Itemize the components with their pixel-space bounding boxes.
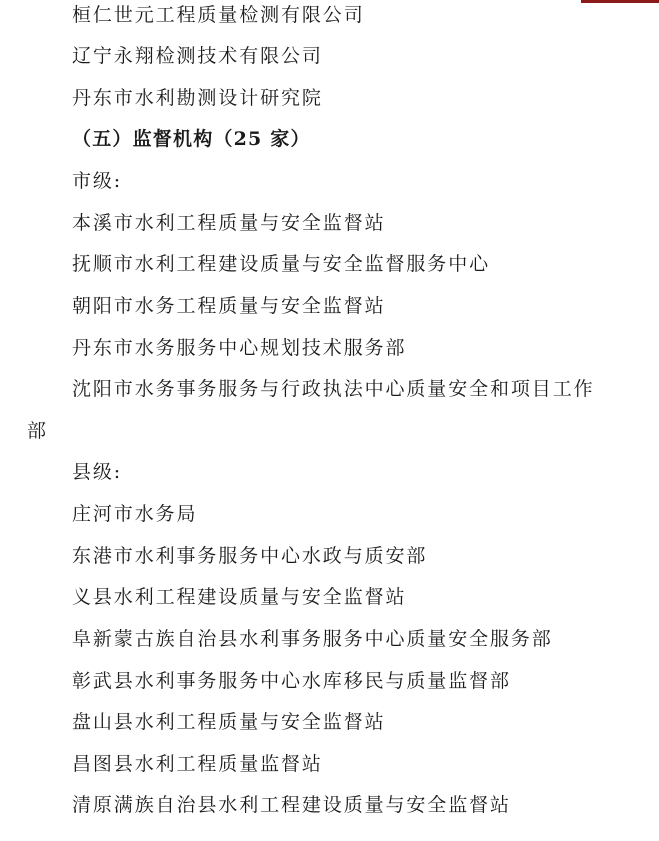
county-level-label: 县级: (72, 461, 123, 483)
county-item: 庄河市水务局 (72, 503, 198, 525)
corner-accent-bar (581, 0, 659, 3)
city-item: 抚顺市水利工程建设质量与安全监督服务中心 (72, 253, 491, 275)
org-line: 辽宁永翔检测技术有限公司 (72, 45, 323, 67)
city-item: 本溪市水利工程质量与安全监督站 (72, 212, 386, 234)
county-item: 彰武县水利事务服务中心水库移民与质量监督部 (72, 670, 511, 692)
county-item: 义县水利工程建设质量与安全监督站 (72, 586, 407, 608)
city-level-label: 市级: (72, 170, 123, 192)
county-item: 清原满族自治县水利工程建设质量与安全监督站 (72, 794, 511, 816)
county-item: 阜新蒙古族自治县水利事务服务中心质量安全服务部 (72, 628, 553, 650)
county-item: 东港市水利事务服务中心水政与质安部 (72, 545, 428, 567)
city-item-wrap: 部 (27, 420, 48, 442)
county-item: 昌图县水利工程质量监督站 (72, 753, 323, 775)
city-item: 朝阳市水务工程质量与安全监督站 (72, 295, 386, 317)
org-line: 桓仁世元工程质量检测有限公司 (72, 4, 365, 26)
section-heading: （五）监督机构（25 家） (72, 128, 311, 150)
county-item: 盘山县水利工程质量与安全监督站 (72, 711, 386, 733)
org-line: 丹东市水利勘测设计研究院 (72, 87, 323, 109)
city-item: 沈阳市水务事务服务与行政执法中心质量安全和项目工作 (72, 378, 595, 400)
city-item: 丹东市水务服务中心规划技术服务部 (72, 337, 407, 359)
